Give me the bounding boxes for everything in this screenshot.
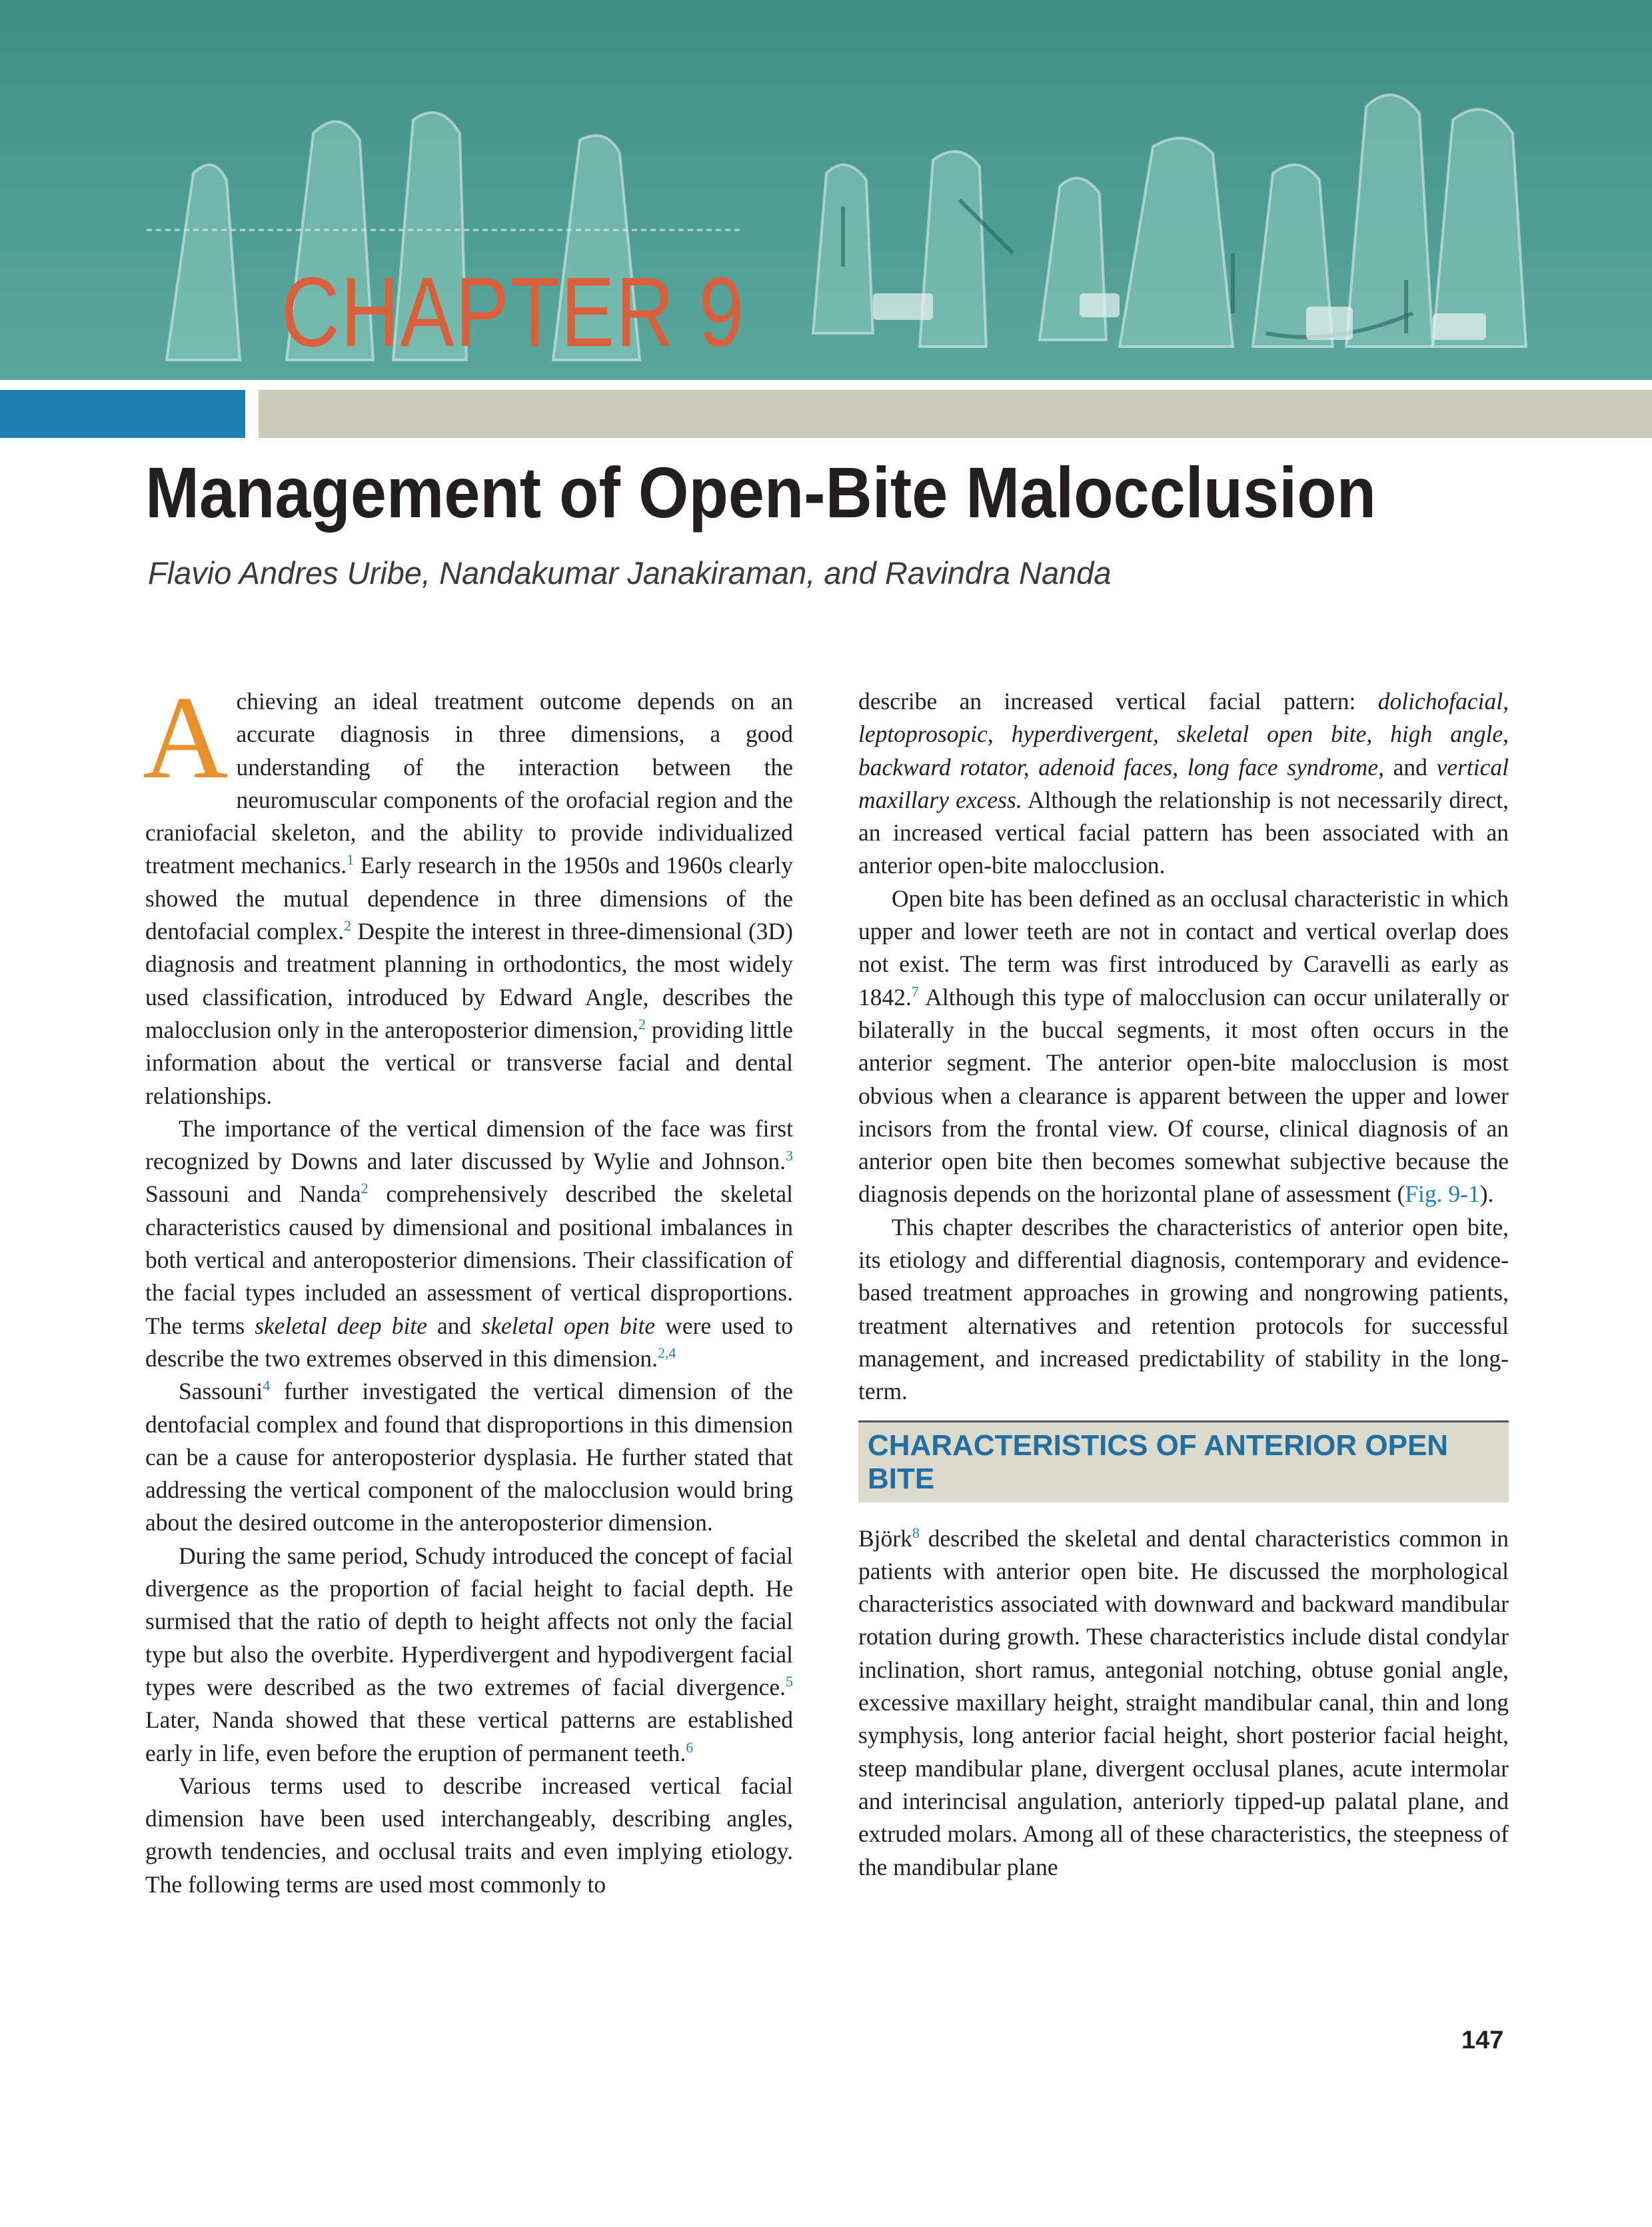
reference[interactable]: 2	[344, 917, 352, 935]
text: Sassouni	[179, 1378, 263, 1405]
left-column	[143, 671, 794, 1901]
reference[interactable]: 2	[361, 1180, 369, 1197]
page-title: Management of Open-Bite Malocclusion	[145, 452, 1376, 533]
paragraph	[858, 1211, 1509, 1408]
authors: Flavio Andres Uribe, Nandakumar Janakiraman, and Ravindra Nanda	[148, 555, 1112, 591]
text: Sassouni and Nanda	[145, 1180, 361, 1208]
chapter-banner	[0, 0, 1652, 380]
text: Later, Nanda showed that these vertical patterns are established early in life, even before the eruption of permanent teeth.	[145, 1706, 793, 1766]
text: chieving an ideal treatment outcome depends on an accurate diagnosis in three dimensions, a good understanding of the interaction between the neuromuscular components of the orofacial region and the craniofacial skeleton, and the ability to provide individualized treatment mechanics.	[145, 688, 793, 879]
reference[interactable]: 1	[347, 851, 355, 869]
paragraph	[145, 1113, 793, 1375]
text: and	[1383, 753, 1437, 781]
paragraph	[145, 1540, 793, 1770]
text: This chapter describes the characteristics of anterior open bite, its etiology and differential diagnosis, contemporary and evidence-based treatment approaches in growing and nongrowing patients, treatment alternatives and retention protocols for successful management, and increased predictability of stability in the long-term.	[858, 1213, 1509, 1405]
text: further investigated the vertical dimension of the dentofacial complex and found that disproportions in this dimension can be a cause for anteroposterior dysplasia. He further stated that addressing the vertical component of the malocclusion would bring about the desired outcome in the anteroposterior dimension.	[145, 1378, 793, 1536]
text: Björk	[858, 1524, 912, 1552]
text: The importance of the vertical dimension of the face was first recognized by Downs and later discussed by Wylie and Johnson.	[145, 1114, 793, 1175]
italic-term: skeletal open bite	[481, 1312, 656, 1339]
reference[interactable]: 7	[911, 983, 919, 1000]
text: Although this type of malocclusion can occur unilaterally or bilaterally in the buccal segments, it most often occurs in the anterior segment. The anterior open-bite malocclusion is most obvious when a clearance is apparent between the upper and lower incisors from the frontal view. Of course, clinical diagnosis of an anterior open bite then becomes somewhat subjective because the diagnosis depends on the horizontal plane of assessment (	[858, 983, 1509, 1208]
text: During the same period, Schudy introduced the concept of facial divergence as the proportion of facial height to facial depth. He surmised that the ratio of depth to height affects not only the facial type but also the overbite. Hyperdivergent and hypodivergent facial types were described as the two extremes of facial divergence.	[145, 1542, 793, 1700]
italic-term: dolichofacial, leptoprosopic, hyperdivergent, skeletal open bite, high angle, backward rotator, adenoid faces, long face syndrome,	[858, 688, 1509, 781]
text: describe an increased vertical facial pattern:	[858, 688, 1378, 715]
italic-term: skeletal deep bite	[255, 1312, 427, 1339]
paragraph	[145, 1770, 793, 1901]
paragraph	[858, 883, 1509, 1211]
reference[interactable]: 2,4	[658, 1344, 676, 1362]
reference[interactable]: 4	[263, 1377, 271, 1394]
text: Despite the interest in three-dimensional (3D) diagnosis and treatment planning in orthodontics, the most widely used classification, introduced by Edward Angle, describes the malocclusion only in the anteroposterior dimension,	[145, 918, 793, 1043]
text: Open bite has been defined as an occlusal characteristic in which upper and lower teeth are not in contact and vertical overlap does not exist. The term was first introduced by Caravelli as early as 1842.	[858, 885, 1509, 1011]
right-column	[858, 685, 1509, 1884]
reference[interactable]: 5	[786, 1673, 793, 1690]
accent-bar-grey	[259, 390, 1652, 438]
figure-link[interactable]: Fig. 9-1	[1405, 1180, 1480, 1208]
text: and	[426, 1312, 482, 1339]
italic-term: vertical maxillary excess.	[858, 753, 1509, 813]
text: Early research in the 1950s and 1960s clearly showed the mutual dependence in three dimensions of the dentofacial complex.	[145, 852, 793, 945]
reference[interactable]: 2	[638, 1016, 646, 1033]
paragraph	[858, 685, 1509, 883]
page-number: 147	[1461, 2026, 1504, 2054]
paragraph	[145, 1375, 793, 1539]
reference[interactable]: 6	[686, 1738, 694, 1756]
paragraph	[858, 1522, 1509, 1884]
text: ).	[1479, 1180, 1494, 1208]
reference[interactable]: 3	[786, 1147, 793, 1164]
chapter-label: CHAPTER 9	[281, 257, 745, 367]
drop-cap: A	[143, 671, 229, 803]
text: providing little information about the vertical or transverse facial and dental relationships.	[145, 1016, 794, 1109]
section-heading: CHARACTERISTICS OF ANTERIOR OPEN BITE	[858, 1420, 1509, 1502]
text: Various terms used to describe increased vertical facial dimension have been used interchangeably, describing angles, growth tendencies, and occlusal traits and even implying etiology. The following terms are used most commonly to	[145, 1772, 793, 1898]
tooth-illustration	[0, 0, 1652, 380]
accent-bar-blue	[0, 390, 245, 438]
text: comprehensively described the skeletal characteristics caused by dimensional and positional imbalances in both vertical and anteroposterior dimensions. Their classification of the facial types included an assessment of vertical disproportions. The terms	[145, 1180, 793, 1339]
reference[interactable]: 8	[912, 1524, 920, 1541]
text: were used to describe the two extremes observed in this dimension.	[145, 1312, 794, 1372]
text: Although the relationship is not necessarily direct, an increased vertical facial pattern has been associated with an anterior open-bite malocclusion.	[858, 786, 1509, 879]
paragraph	[143, 671, 794, 1113]
text: described the skeletal and dental characteristics common in patients with anterior open bite. He discussed the morphological characteristics associated with downward and backward mandibular rotation during growth. These characteristics include distal condylar inclination, short ramus, antegonial notching, obtuse gonial angle, excessive maxillary height, straight mandibular canal, thin and long symphysis, long anterior facial height, short posterior facial height, steep mandibular plane, divergent occlusal planes, acute intermolar and interincisal angulation, anteriorly tipped-up palatal plane, and extruded molars. Among all of these characteristics, the steepness of the mandibular plane	[858, 1524, 1509, 1880]
